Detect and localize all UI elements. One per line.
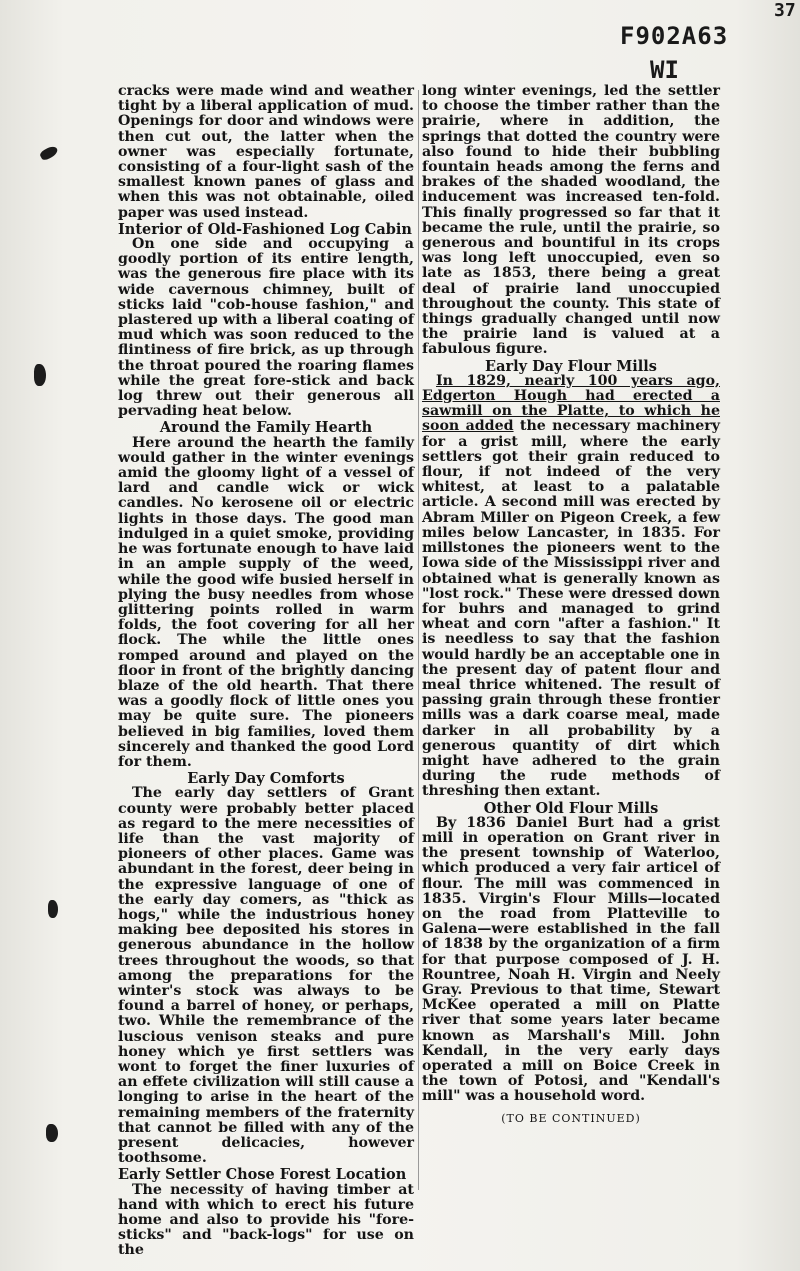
left-column	[118, 84, 414, 1259]
punch-hole-mark	[39, 144, 60, 162]
punch-hole-mark	[46, 1124, 58, 1142]
punch-hole-mark	[34, 364, 46, 386]
section-heading: Early Day Flour Mills	[485, 357, 657, 375]
state-code-annotation: WI	[650, 56, 679, 84]
paragraph: long winter evenings, led the settler to choose the timber rather than the prairie, where in addition, the springs that dotted the country were also found to hide their bubbling fountain heads among the ferns and brakes of the shaded woodland, the inducement was increased ten-fold. This finally progressed so far that it became the rule, until the prairie, so generous and bountiful in its crops was long left unoccupied, even so late as 1853, there being a great deal of prairie land unoccupied throughout the county. This state of things gradually changed until now the prairie land is valued at a fabulous figure.	[422, 83, 720, 358]
column-divider	[418, 90, 419, 1190]
right-column	[422, 84, 720, 1126]
paragraph: On one side and occupying a goodly portion of its entire length, was the generous fire place with its wide cavernous chimney, built of sticks laid "cob-house fashion," and plastered up with a liberal coating of mud which was soon reduced to the flintiness of fire brick, as up through the throat poured the roaring flames while the great fore-stick and back log threw out their generous all pervading heat below.	[118, 236, 414, 420]
paragraph: Here around the hearth the family would gather in the winter evenings amid the gloomy light of a vessel of lard and candle wick or wick candles. No kerosene oil or electric lights in those days. The good man indulged in a quiet smoke, providing he was fortunate enough to have laid in an ample supply of the weed, while the good wife busied herself in plying the busy needles from whose glittering points rolled in warm folds, the foot covering for all her flock. The while the little ones romped around and played on the floor in front of the brightly dancing blaze of the old hearth. That there was a goodly flock of little ones you may be quite sure. The pioneers believed in big families, loved them sincerely and thanked the good Lord for them.	[118, 434, 414, 770]
paragraph	[422, 374, 720, 800]
section-heading: Other Old Flour Mills	[483, 799, 659, 817]
paragraph: cracks were made wind and weather tight by a liberal application of mud. Openings for door and windows were then cut out, the latter when the owner was especially fortunate, consisting of a four-light sash of the smallest known panes of glass and when this was not obtainable, oiled paper was used instead.	[118, 83, 414, 221]
section-heading: Interior of Old-Fashioned Log Cabin	[118, 220, 412, 238]
paragraph: The early day settlers of Grant county were probably better placed as regard to the mere necessities of life than the vast majority of pioneers of other places. Game was abundant in the forest, deer being in the expressive language of one of the early day comers, as "thick as hogs," while the industrious honey making bee deposited his stores in generous abundance in the hollow trees throughout the woods, so that among the preparations for the winter's stock was always to be found a barrel of honey, or perhaps, two. While the remembrance of the luscious venison steaks and pure honey which ye first settlers was wont to forget the finer luxuries of an effete civilization will still cause a longing to arise in the heart of the remaining members of the fraternity that cannot be filled with any of the present delicacies, however toothsome.	[118, 785, 414, 1167]
section-heading: Early Day Comforts	[187, 770, 345, 788]
underlined-text: In 1829, nearly 100 years ago, Edgerton Hough had erected a sawmill on the Platte, to which he soon added	[422, 372, 720, 435]
section-heading: Around the Family Hearth	[159, 419, 373, 437]
call-number-annotation: F902A63	[620, 22, 729, 50]
punch-hole-mark	[48, 900, 58, 918]
paragraph-text: the necessary machinery for a grist mill, where the early settlers got their grain reduced to flour, if not indeed of the very whitest, at least to a palatable article. A second mill was erected by Abram Miller on Pigeon Creek, a few miles below Lancaster, in 1835. For millstones the pioneers went to the Iowa side of the Mississippi river and obtained what is generally known as "lost rock." These were dressed down for buhrs and managed to grind wheat and corn "after a fashion." It is needless to say that the fashion would hardly be an acceptable one in the present day of patent flour and meal thrice whitened. The result of passing grain through these frontier mills was a dark coarse meal, made darker in all probability by a generous quantity of dirt which might have adhered to the grain during the rude methods of threshing then extant.	[422, 418, 720, 800]
page-number-annotation: 37	[774, 0, 796, 21]
continued-notice: (TO BE CONTINUED)	[501, 1111, 641, 1125]
paragraph: By 1836 Daniel Burt had a grist mill in operation on Grant river in the present township of Waterloo, which produced a very fair articel of flour. The mill was commenced in 1835. Virgin's Flour Mills—located on the road from Platteville to Galena—were established in the fall of 1838 by the organization of a firm for that purpose composed of J. H. Rountree, Noah H. Virgin and Neely Gray. Previous to that time, Stewart McKee operated a mill on Platte river that some years later became known as Marshall's Mill. John Kendall, in the very early days operated a mill on Boice Creek in the town of Potosi, and "Kendall's mill" was a household word.	[422, 814, 720, 1105]
paragraph: The necessity of having timber at hand with which to erect his future home and also to provide his "fore-sticks" and "back-logs" for use on the	[118, 1181, 414, 1259]
section-heading: Early Settler Chose Forest Location	[118, 1166, 407, 1184]
